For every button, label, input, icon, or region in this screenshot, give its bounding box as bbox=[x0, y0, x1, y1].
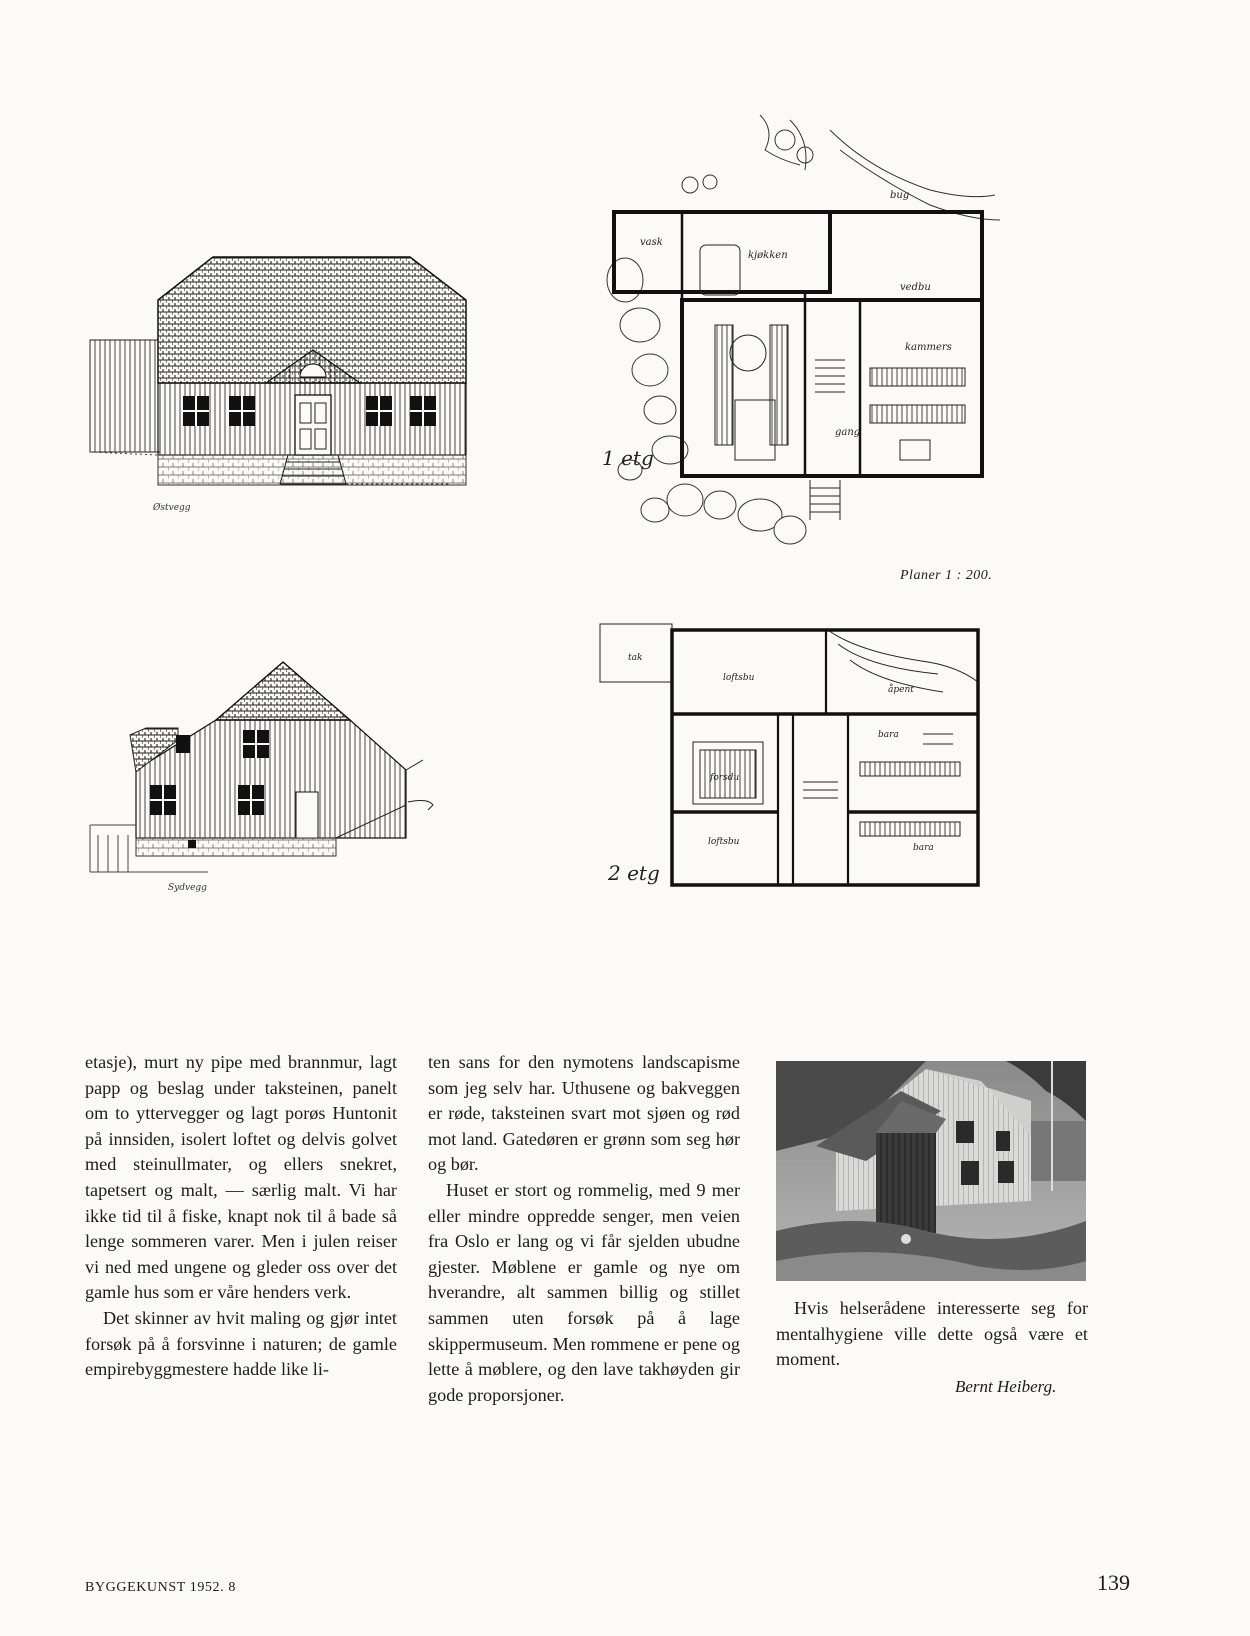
plan1-room-kammers: kammers bbox=[905, 342, 952, 353]
article-column-1 bbox=[85, 1050, 397, 1383]
col1-paragraph: etasje), murt ny pipe med brannmur, lagt papp og beslag under taksteinen, panelt om to yttervegger og lagt porøs Huntonit på innsiden, isolert loftet og delvis golvet med steinullmater, og ellers snekret, tapetsert og malt, — særlig malt. Vi har ikke tid til å fiske, knapt nok til å bade så lenge sommeren varer. Men i julen reiser vi ned med ungene og gleder oss over det gamle hus som er våre henders verk. bbox=[85, 1052, 397, 1303]
col3-paragraph: Hvis helserådene interesserte seg for mentalhygiene ville dette også være et moment. bbox=[776, 1298, 1088, 1370]
plan2-room-loftsbu-bottom: loftsbu bbox=[708, 837, 740, 847]
east-elevation-label: Østvegg bbox=[153, 503, 191, 513]
plan2-room-bara-bottom: bara bbox=[913, 843, 934, 853]
article-column-3 bbox=[776, 1296, 1088, 1373]
plan2-floor-label: 2 etg bbox=[608, 861, 660, 885]
ground-floor-plan bbox=[600, 110, 1030, 580]
plan1-room-kjokken: kjøkken bbox=[748, 250, 788, 261]
col1-paragraph: Det skinner av hvit maling og gjør intet forsøk på å forsvinne i naturen; de gamle empirebyggmestere hadde like li- bbox=[85, 1307, 397, 1380]
plan1-floor-label: 1 etg bbox=[602, 446, 654, 470]
plan1-room-gang: gang bbox=[835, 427, 861, 438]
east-elevation-drawing bbox=[88, 255, 478, 535]
plan1-room-vask: vask bbox=[640, 237, 663, 248]
south-elevation-label: Sydvegg bbox=[168, 883, 207, 893]
article-column-2 bbox=[428, 1050, 740, 1408]
plan2-room-forsdu: forsdu bbox=[710, 773, 740, 783]
upper-floor-plan bbox=[598, 622, 988, 892]
journal-footer: BYGGEKUNST 1952. 8 bbox=[85, 1580, 236, 1595]
page-number: 139 bbox=[1097, 1570, 1130, 1595]
plan1-room-vedbu: vedbu bbox=[900, 282, 931, 293]
col2-paragraph: ten sans for den nymotens landscapisme som jeg selv har. Uthusene og bakveggen er røde, taksteinen svart mot sjøen og rød mot land. Gatedøren er grønn som seg hør og bør. bbox=[428, 1052, 740, 1175]
plan2-room-tak: tak bbox=[628, 653, 643, 663]
plans-caption: Planer 1 : 200. bbox=[900, 568, 993, 583]
author-signature: Bernt Heiberg. bbox=[955, 1377, 1057, 1396]
col2-paragraph: Huset er stort og rommelig, med 9 mer eller mindre oppredde senger, men veien fra Oslo er lang og vi får sjelden ubudne gjester. Møblene er gamle og nye om hverandre, alt sammen billig og stillet sammen uten forsøk på å lage skippermuseum. Men rommene er pene og lette å møblere, og den lave takhøyden gir gode proporsjoner. bbox=[428, 1179, 740, 1405]
south-elevation-drawing bbox=[88, 660, 458, 930]
plan1-room-bug: bug bbox=[890, 190, 910, 201]
plan2-room-apent: åpent bbox=[888, 685, 914, 695]
plan2-room-bara-top: bara bbox=[878, 730, 899, 740]
house-photograph bbox=[776, 1061, 1086, 1281]
plan2-room-loftsbu-top: loftsbu bbox=[723, 673, 755, 683]
